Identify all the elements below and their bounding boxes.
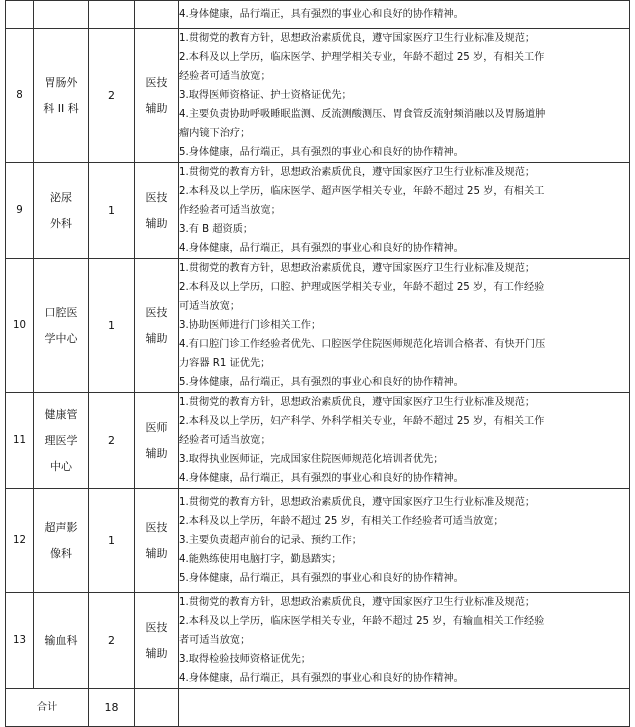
total-label: 合计 xyxy=(6,689,89,727)
department-name: 泌尿 xyxy=(50,190,72,204)
headcount: 1 xyxy=(89,259,135,393)
position-type: 医技 xyxy=(145,75,168,89)
department-name: 像科 xyxy=(50,546,72,560)
headcount: 2 xyxy=(89,29,135,163)
requirements-cell xyxy=(179,489,630,593)
requirement-line: 4.有口腔门诊工作经验者优先、口腔医学住院医师规范化培训合格者、有快开门压 xyxy=(179,339,546,350)
requirement-line: 4.主要负责协助呼吸睡眠监测、反流测酸测压、胃食管反流射频消融以及胃肠道肿 xyxy=(179,109,546,120)
department-name: 理医学 xyxy=(44,433,78,447)
row-number: 12 xyxy=(6,489,34,593)
position-type: 辅助 xyxy=(145,216,168,230)
requirements-cell xyxy=(179,259,630,393)
row-number: 10 xyxy=(6,259,34,393)
requirement-line: 瘤内镜下治疗； xyxy=(179,128,251,139)
table-row xyxy=(6,489,630,593)
requirement-line: 3.取得执业医师证，完成国家住院医师规范化培训者优先； xyxy=(179,454,444,465)
position-type: 医师 xyxy=(145,420,168,434)
requirement-line: 4.身体健康，品行端正，具有强烈的事业心和良好的协作精神。 xyxy=(179,673,464,684)
department-name: 中心 xyxy=(50,459,72,473)
row-number: 9 xyxy=(6,163,34,259)
position-type: 辅助 xyxy=(145,546,168,560)
empty-cell xyxy=(135,689,179,727)
table-row xyxy=(6,259,630,393)
headcount: 2 xyxy=(89,593,135,689)
requirement-line: 2.本科及以上学历，临床医学相关专业，年龄不超过 25 岁，有输血相关工作经验 xyxy=(179,616,545,627)
requirement-line: 1.贯彻党的教育方针，思想政治素质优良，遵守国家医疗卫生行业标准及规范； xyxy=(179,497,536,508)
table-row xyxy=(6,163,630,259)
requirement-line: 1.贯彻党的教育方针，思想政治素质优良，遵守国家医疗卫生行业标准及规范； xyxy=(179,397,536,408)
requirement-line: 4.身体健康，品行端正，具有强烈的事业心和良好的协作精神。 xyxy=(179,473,464,484)
requirements-cell xyxy=(179,29,630,163)
position-type-cell xyxy=(135,259,179,393)
requirement-line: 1.贯彻党的教育方针，思想政治素质优良，遵守国家医疗卫生行业标准及规范； xyxy=(179,263,536,274)
department-name: 学中心 xyxy=(44,331,78,345)
position-type: 医技 xyxy=(145,620,168,634)
table-row xyxy=(6,593,630,689)
position-type-cell xyxy=(135,163,179,259)
position-type: 辅助 xyxy=(145,331,168,345)
empty-cell xyxy=(179,689,630,727)
department-cell xyxy=(34,1,89,29)
requirement-line: 3.取得医师资格证、护士资格证优先； xyxy=(179,90,352,101)
department-name: 输血科 xyxy=(44,633,78,647)
recruitment-table xyxy=(5,0,630,727)
row-number: 13 xyxy=(6,593,34,689)
requirement-line: 2.本科及以上学历，口腔、护理或医学相关专业，年龄不超过 25 岁，有工作经验 xyxy=(179,282,545,293)
department-cell xyxy=(34,393,89,489)
department-name: 科 II 科 xyxy=(43,101,79,115)
requirement-line: 2.本科及以上学历，临床医学、护理学相关专业，年龄不超过 25 岁，有相关工作 xyxy=(179,52,545,63)
requirement-line: 5.身体健康，品行端正，具有强烈的事业心和良好的协作精神。 xyxy=(179,573,464,584)
requirement-line: 者可适当放宽； xyxy=(179,635,251,646)
table-body xyxy=(6,1,630,727)
position-type: 辅助 xyxy=(145,646,168,660)
requirements-cell xyxy=(179,593,630,689)
table-row xyxy=(6,393,630,489)
department-cell xyxy=(34,259,89,393)
department-name: 外科 xyxy=(50,216,72,230)
row-number: 8 xyxy=(6,29,34,163)
requirement-line: 力容器 R1 证优先； xyxy=(179,358,271,369)
position-type: 辅助 xyxy=(145,446,168,460)
department-cell xyxy=(34,29,89,163)
total-row xyxy=(6,689,630,727)
requirement-line: 经验者可适当放宽； xyxy=(179,71,271,82)
headcount: 2 xyxy=(89,393,135,489)
requirement-line: 4.能熟练使用电脑打字，勤恳踏实； xyxy=(179,554,342,565)
department-cell xyxy=(34,489,89,593)
requirement-line: 1.贯彻党的教育方针，思想政治素质优良，遵守国家医疗卫生行业标准及规范； xyxy=(179,167,536,178)
department-name: 口腔医 xyxy=(44,305,78,319)
headcount xyxy=(89,1,135,29)
position-type-cell xyxy=(135,393,179,489)
requirement-line: 3.协助医师进行门诊相关工作； xyxy=(179,320,322,331)
table-row xyxy=(6,29,630,163)
position-type-cell xyxy=(135,489,179,593)
requirement-line: 2.本科及以上学历，年龄不超过 25 岁，有相关工作经验者可适当放宽； xyxy=(179,516,504,527)
department-name: 健康管 xyxy=(44,407,78,421)
requirement-line: 1.贯彻党的教育方针，思想政治素质优良，遵守国家医疗卫生行业标准及规范； xyxy=(179,597,536,608)
position-type-cell xyxy=(135,593,179,689)
requirement-line: 5.身体健康，品行端正，具有强烈的事业心和良好的协作精神。 xyxy=(179,377,464,388)
requirement-line: 4.身体健康，品行端正，具有强烈的事业心和良好的协作精神。 xyxy=(179,243,464,254)
position-type-cell xyxy=(135,1,179,29)
requirement-line: 1.贯彻党的教育方针，思想政治素质优良，遵守国家医疗卫生行业标准及规范； xyxy=(179,33,536,44)
requirement-line: 3.取得检验技师资格证优先； xyxy=(179,654,311,665)
total-count: 18 xyxy=(89,689,135,727)
position-type: 医技 xyxy=(145,305,168,319)
requirement-line: 作经验者可适当放宽； xyxy=(179,205,281,216)
headcount: 1 xyxy=(89,489,135,593)
requirement-line: 3.主要负责超声前台的记录、预约工作； xyxy=(179,535,362,546)
requirement-line: 3.有 B 超资质； xyxy=(179,224,254,235)
headcount: 1 xyxy=(89,163,135,259)
requirement-line: 5.身体健康，品行端正，具有强烈的事业心和良好的协作精神。 xyxy=(179,147,464,158)
requirements-cell xyxy=(179,393,630,489)
requirement-line: 4.身体健康，品行端正，具有强烈的事业心和良好的协作精神。 xyxy=(179,9,464,20)
requirement-line: 经验者可适当放宽； xyxy=(179,435,271,446)
requirements-cell xyxy=(179,163,630,259)
table-row xyxy=(6,1,630,29)
department-name: 胃肠外 xyxy=(44,75,78,89)
position-type: 医技 xyxy=(145,190,168,204)
row-number: 11 xyxy=(6,393,34,489)
requirement-line: 2.本科及以上学历，临床医学、超声医学相关专业，年龄不超过 25 岁，有相关工 xyxy=(179,186,545,197)
position-type-cell xyxy=(135,29,179,163)
department-cell xyxy=(34,163,89,259)
position-type: 辅助 xyxy=(145,101,168,115)
requirement-line: 2.本科及以上学历，妇产科学、外科学相关专业，年龄不超过 25 岁，有相关工作 xyxy=(179,416,545,427)
requirement-line: 可适当放宽； xyxy=(179,301,241,312)
requirements-cell xyxy=(179,1,630,29)
department-name: 超声影 xyxy=(44,520,78,534)
department-cell xyxy=(34,593,89,689)
row-number xyxy=(6,1,34,29)
position-type: 医技 xyxy=(145,520,168,534)
